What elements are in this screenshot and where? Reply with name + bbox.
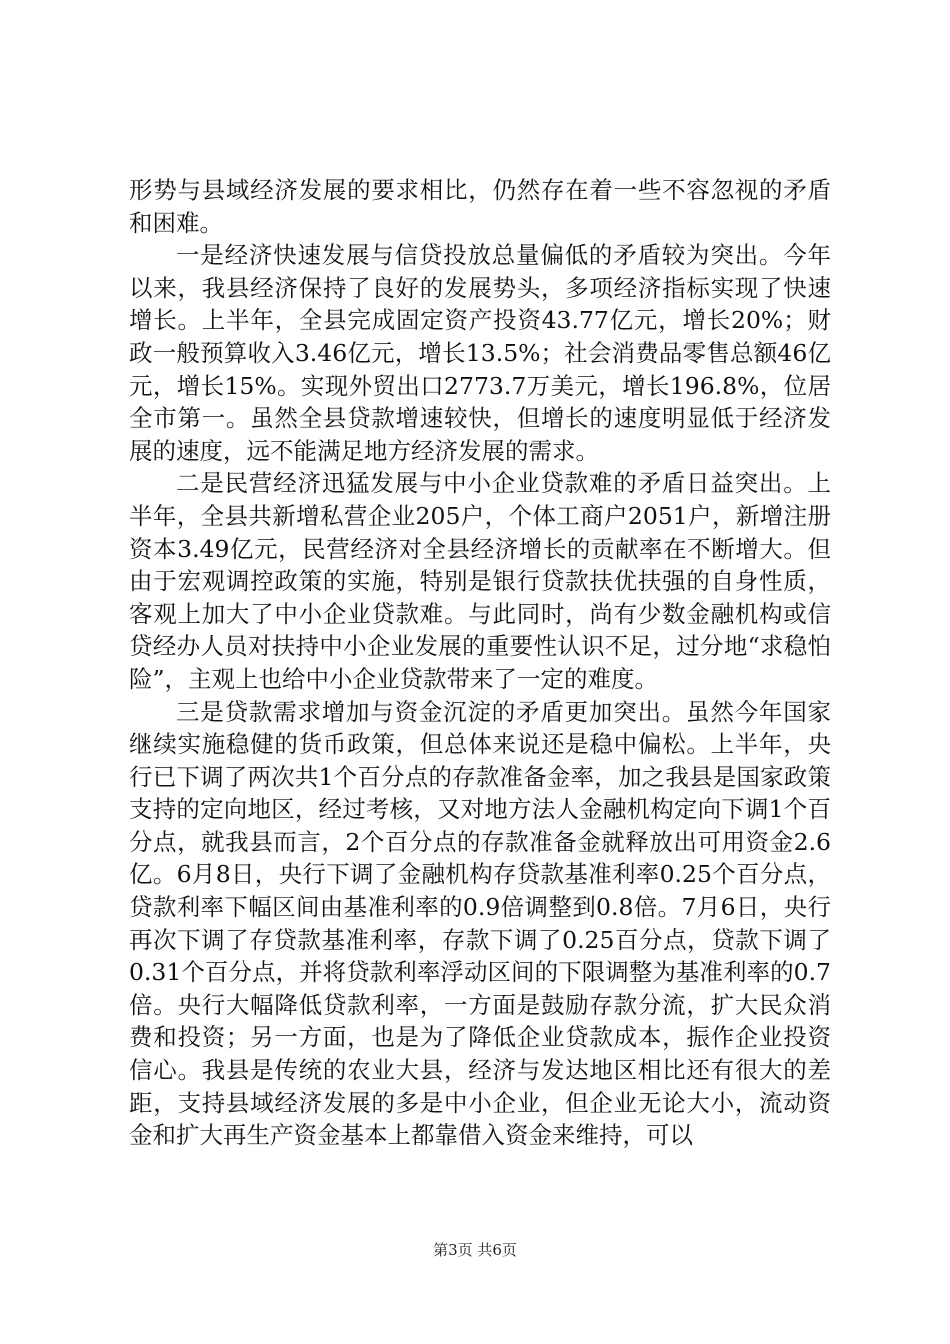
paragraph-sme-loans: 二是民营经济迅猛发展与中小企业贷款难的矛盾日益突出。上半年，全县共新增私营企业205户，个体工商户2051户，新增注册资本3.49亿元，民营经济对全县经济增长的贡献率在不断增大。但由于宏观调控政策的实施，特别是银行贷款扶优扶强的自身性质，客观上加大了中小企业贷款难。与此同时，尚有少数金融机构或信贷经办人员对扶持中小企业发展的重要性认识不足，过分地“求稳怕险”，主观上也给中小企业贷款带来了一定的难度。 xyxy=(129,469,831,693)
paragraph-credit-volume: 一是经济快速发展与信贷投放总量偏低的矛盾较为突出。今年以来，我县经济保持了良好的发展势头，多项经济指标实现了快速增长。上半年，全县完成固定资产投资43.77亿元，增长20%；财政一般预算收入3.46亿元，增长13.5%；社会消费品零售总额46亿元，增长15%。实现外贸出口2773.7万美元，增长196.8%，位居全市第一。虽然全县贷款增速较快，但增长的速度明显低于经济发展的速度，远不能满足地方经济发展的需求。 xyxy=(129,241,831,465)
document-body xyxy=(129,174,831,1152)
paragraph-capital-settling: 三是贷款需求增加与资金沉淀的矛盾更加突出。虽然今年国家继续实施稳健的货币政策，但总体来说还是稳中偏松。上半年，央行已下调了两次共1个百分点的存款准备金率，加之我县是国家政策支持的定向地区，经过考核，又对地方法人金融机构定向下调1个百分点，就我县而言，2个百分点的存款准备金就释放出可用资金2.6亿。6月8日，央行下调了金融机构存贷款基准利率0.25个百分点，贷款利率下幅区间由基准利率的0.9倍调整到0.8倍。7月6日，央行再次下调了存贷款基准利率，存款下调了0.25百分点，贷款下调了0.31个百分点，并将贷款利率浮动区间的下限调整为基准利率的0.7倍。央行大幅降低贷款利率，一方面是鼓励存款分流，扩大民众消费和投资；另一方面，也是为了降低企业贷款成本，振作企业投资信心。我县是传统的农业大县，经济与发达地区相比还有很大的差距，支持县域经济发展的多是中小企业，但企业无论大小，流动资金和扩大再生产资金基本上都靠借入资金来维持，可以 xyxy=(129,697,831,1150)
page-number-footer: 第3页 共6页 xyxy=(433,1241,517,1259)
paragraph-continuation: 形势与县域经济发展的要求相比，仍然存在着一些不容忽视的矛盾和困难。 xyxy=(129,176,831,237)
